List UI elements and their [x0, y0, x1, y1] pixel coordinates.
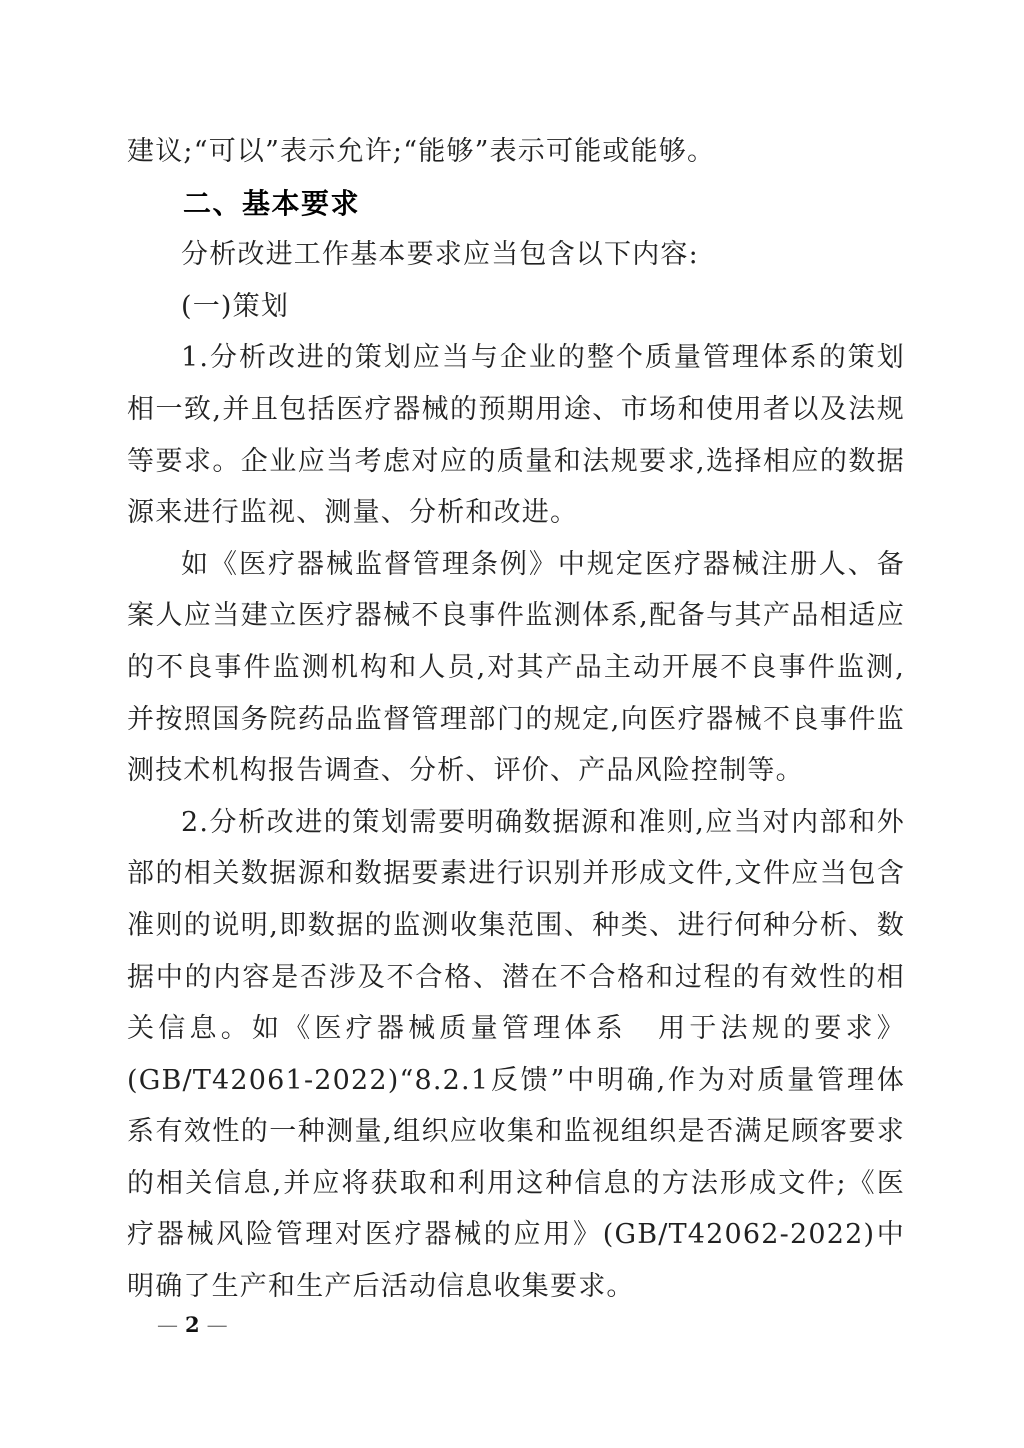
paragraph-item-2: 2.分析改进的策划需要明确数据源和准则,应当对内部和外部的相关数据源和数据要素进行识别并形成文件,文件应当包含准则的说明,即数据的监测收集范围、种类、进行何种分析、数据中的内容是否涉及不合格、潜在不合格和过程的有效性的相关信息。如《医疗器械质量管理体系 用于法规的要求》(GB/T42061-2022)“8.2.1反馈”中明确,作为对质量管理体系有效性的一种测量,组织应收集和监视组织是否满足顾客要求的相关信息,并应将获取和利用这种信息的方法形成文件;《医疗器械风险管理对医疗器械的应用》(GB/T42062-2022)中明确了生产和生产后活动信息收集要求。	[127, 806, 905, 1303]
paragraph-example-regulation: 如《医疗器械监督管理条例》中规定医疗器械注册人、备案人应当建立医疗器械不良事件监测体系,配备与其产品相适应的不良事件监测机构和人员,对其产品主动开展不良事件监测,并按照国务院药品监督管理部门的规定,向医疗器械不良事件监测技术机构报告调查、分析、评价、产品风险控制等。	[127, 548, 905, 787]
paragraph-item-1: 1.分析改进的策划应当与企业的整个质量管理体系的策划相一致,并且包括医疗器械的预期用途、市场和使用者以及法规等要求。企业应当考虑对应的质量和法规要求,选择相应的数据源来进行监视、测量、分析和改进。	[127, 342, 905, 529]
continuation-line: 建议;“可以”表示允许;“能够”表示可能或能够。	[127, 136, 716, 167]
page-number-footer	[150, 1310, 235, 1340]
document-content	[127, 126, 905, 1313]
page-number: 2	[185, 1312, 200, 1337]
paragraph-subsection-title: (一)策划	[181, 290, 290, 322]
section-heading: 二、基本要求	[183, 186, 361, 220]
paragraph-intro: 分析改进工作基本要求应当包含以下内容:	[181, 239, 699, 271]
footer-right-dash: —	[206, 1313, 228, 1337]
footer-left-dash: —	[157, 1313, 178, 1337]
